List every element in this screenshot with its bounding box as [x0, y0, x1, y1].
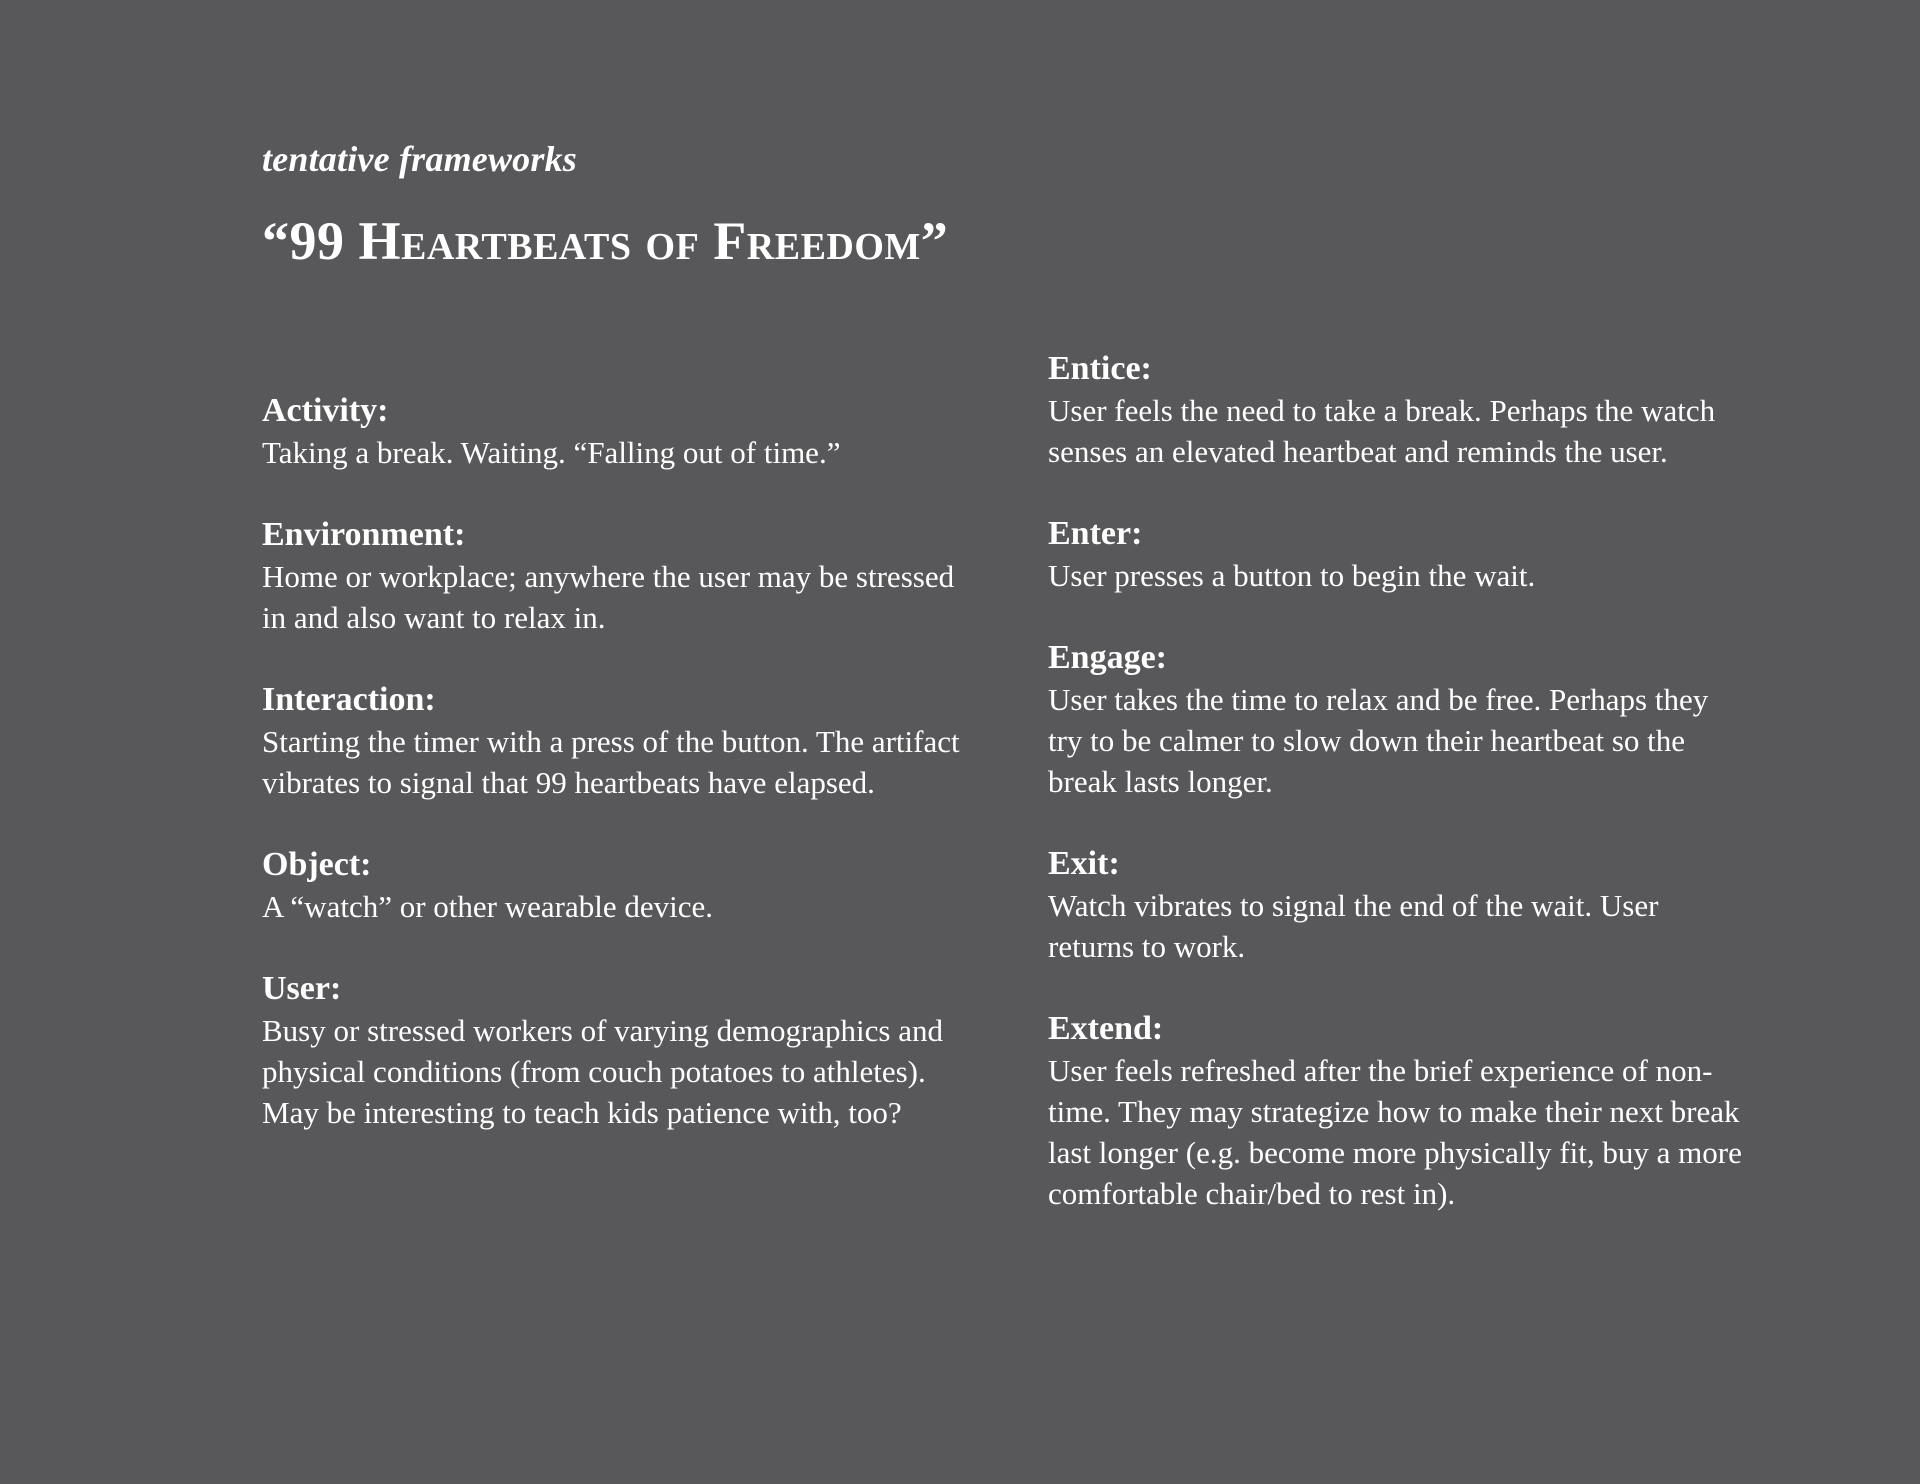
section-body: A “watch” or other wearable device. — [262, 889, 713, 924]
section-extend — [1048, 1008, 1748, 1214]
section-body: User feels refreshed after the brief experience of non-time. They may strategize how to make their next break last longer (e.g. become more physically fit, buy a more comfortable chair/bed to rest in). — [1048, 1053, 1742, 1211]
section-heading: Enter: — [1048, 515, 1143, 552]
section-heading: Extend: — [1048, 1010, 1164, 1047]
section-engage — [1048, 637, 1748, 802]
section-heading: Entice: — [1048, 350, 1152, 387]
section-heading: Interaction: — [262, 681, 436, 718]
section-body: Home or workplace; anywhere the user may be stressed in and also want to relax in. — [262, 559, 955, 635]
section-interaction — [262, 679, 962, 803]
section-heading: Activity: — [262, 392, 389, 429]
left-column — [262, 390, 962, 1174]
section-body: Watch vibrates to signal the end of the wait. User returns to work. — [1048, 888, 1659, 964]
section-body: Taking a break. Waiting. “Falling out of time.” — [262, 435, 841, 470]
page-title: “99 Heartbeats of Freedom” — [262, 211, 949, 271]
section-activity — [262, 390, 962, 473]
section-heading: Object: — [262, 846, 372, 883]
section-body: User presses a button to begin the wait. — [1048, 558, 1536, 593]
section-heading: Environment: — [262, 516, 466, 553]
section-heading: User: — [262, 970, 342, 1007]
section-body: User feels the need to take a break. Perhaps the watch senses an elevated heartbeat and reminds the user. — [1048, 393, 1716, 469]
section-exit — [1048, 843, 1748, 967]
section-entice — [1048, 348, 1748, 472]
section-body: Busy or stressed workers of varying demographics and physical conditions (from couch potatoes to athletes). May be interesting to teach kids patience with, too? — [262, 1013, 943, 1130]
section-enter — [1048, 513, 1748, 596]
section-user — [262, 968, 962, 1133]
section-body: Starting the timer with a press of the button. The artifact vibrates to signal that 99 heartbeats have elapsed. — [262, 724, 960, 800]
section-body: User takes the time to relax and be free. Perhaps they try to be calmer to slow down their heartbeat so the break lasts longer. — [1048, 682, 1709, 799]
section-environment — [262, 514, 962, 638]
section-heading: Engage: — [1048, 639, 1167, 676]
page-kicker: tentative frameworks — [262, 139, 577, 179]
section-object — [262, 844, 962, 927]
right-column — [1048, 348, 1748, 1255]
section-heading: Exit: — [1048, 845, 1120, 882]
